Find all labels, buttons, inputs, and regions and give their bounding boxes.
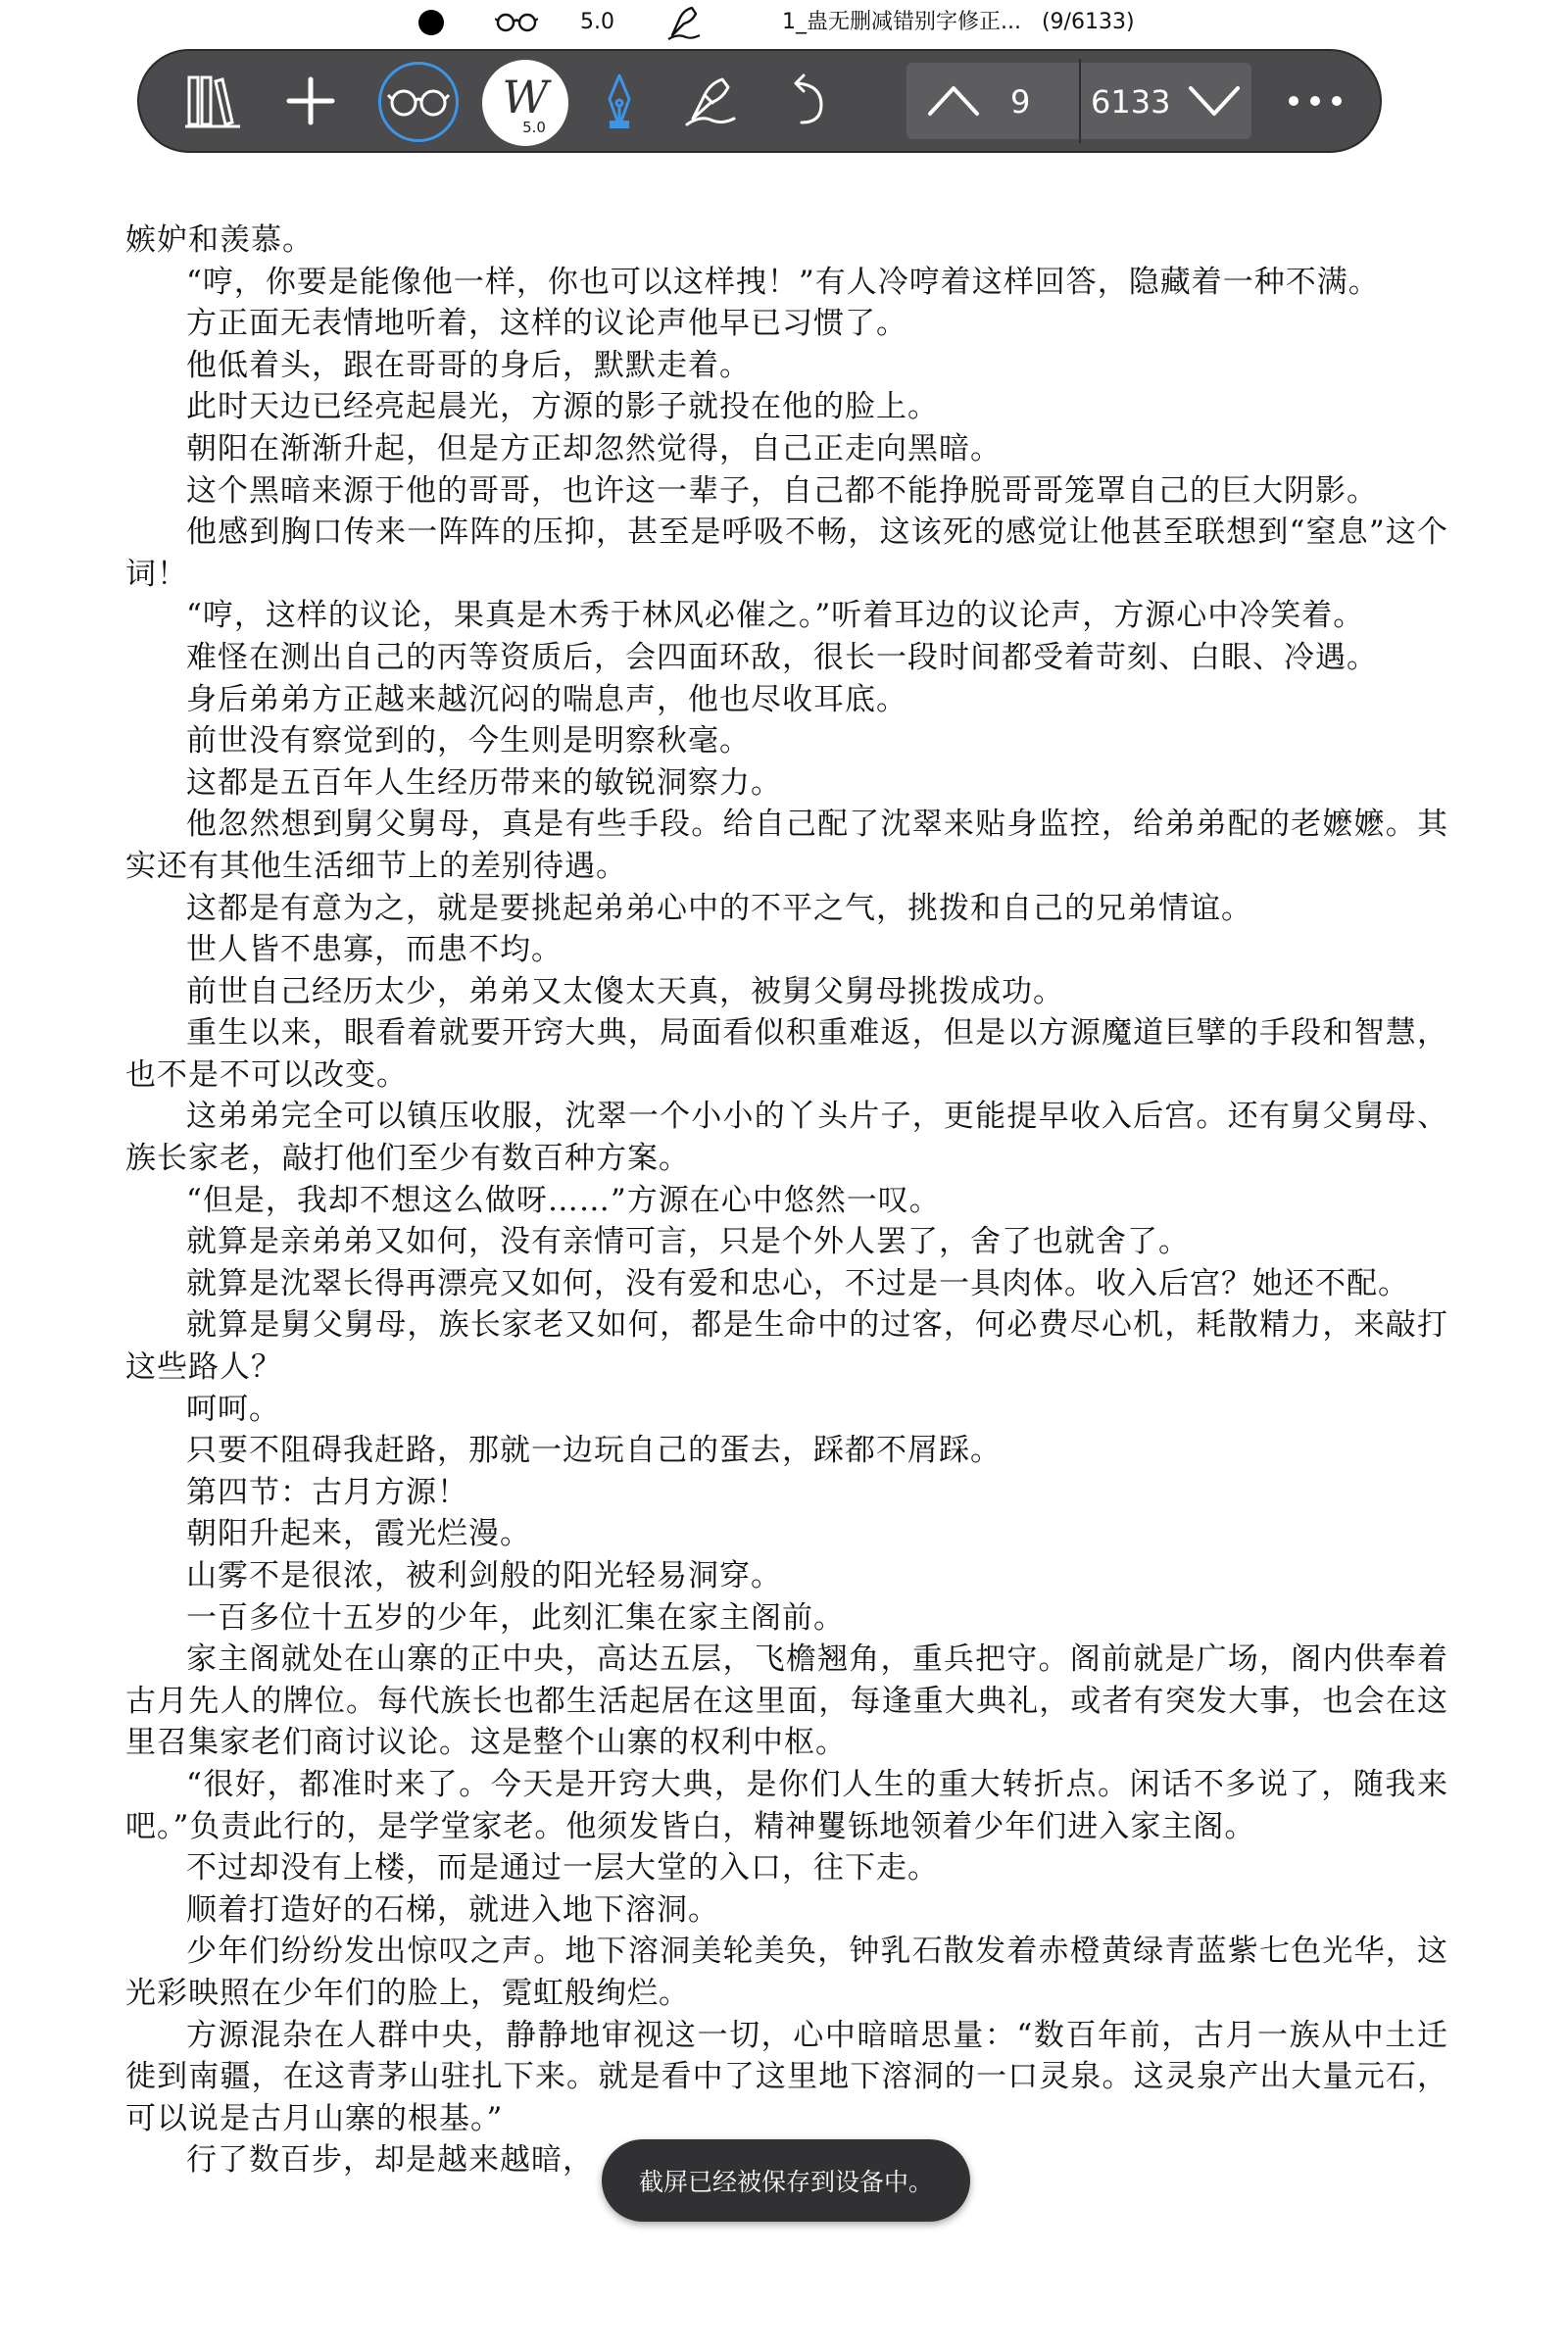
paragraph: “很好，都准时来了。今天是开窍大典，是你们人生的重大转折点。闲话不多说了，随我来吧。”负责此行的，是学堂家老。他须发皆白，精神矍铄地领着少年们进入家主阁。: [125, 1766, 1448, 1844]
fountain-pen-button[interactable]: [580, 51, 659, 151]
paragraph: 重生以来，眼看着就要开窍大典，局面看似积重难返，但是以方源魔道巨擘的手段和智慧，也不是不可以改变。: [125, 1015, 1448, 1093]
paragraph: 他感到胸口传来一阵阵的压抑，甚至是呼吸不畅，这该死的感觉让他甚至联想到“窒息”这个词！: [125, 514, 1448, 592]
library-button[interactable]: [169, 51, 257, 151]
writer-version-button[interactable]: [482, 60, 568, 146]
pager-divider: [1079, 59, 1081, 143]
paragraph: 世人皆不患寡，而患不均。: [186, 932, 563, 968]
paragraph: 就算是亲弟弟又如何，没有亲情可言，只是个外人罢了，舍了也就舍了。: [186, 1224, 1190, 1260]
screenshot-saved-toast: 截屏已经被保存到设备中。: [602, 2139, 970, 2222]
paragraph: 这弟弟完全可以镇压收服，沈翠一个小小的丫头片子，更能提早收入后宫。还有舅父舅母、族长家老，敲打他们至少有数百种方案。: [125, 1099, 1448, 1177]
document-title: 1_蛊无删减错别字修正... (9/6133): [782, 10, 1135, 34]
paragraph: 就算是沈翠长得再漂亮又如何，没有爱和忠心，不过是一具肉体。收入后宫？她还不配。: [186, 1265, 1409, 1301]
paragraph: 不过却没有上楼，而是通过一层大堂的入口，往下走。: [186, 1850, 939, 1886]
page-navigator: [906, 63, 1251, 139]
total-pages[interactable]: 6133: [1091, 83, 1171, 121]
chapter-heading: 第四节：古月方源！: [186, 1474, 468, 1510]
paragraph: 嫉妒和羡慕。: [125, 222, 314, 258]
writer-logo: W: [502, 71, 549, 123]
glasses-icon: [495, 8, 538, 46]
paragraph: 朝阳在渐渐升起，但是方正却忽然觉得，自己正走向黑暗。: [186, 430, 1002, 466]
glasses-icon: [387, 85, 450, 119]
page-up-button[interactable]: [926, 80, 981, 123]
paragraph: 他低着头，跟在哥哥的身后，默默走着。: [186, 347, 751, 383]
paragraph: 只要不阻碍我赶路，那就一边玩自己的蛋去，踩都不屑踩。: [186, 1433, 1002, 1469]
paragraph: 这都是有意为之，就是要挑起弟弟心中的不平之气，挑拨和自己的兄弟情谊。: [186, 890, 1252, 926]
paragraph: 山雾不是很浓，被利剑般的阳光轻易洞穿。: [186, 1558, 782, 1593]
library-icon: [185, 72, 240, 130]
reading-mode-button[interactable]: [378, 62, 459, 142]
paragraph: 朝阳升起来，霞光烂漫。: [186, 1516, 531, 1552]
paragraph: 前世没有察觉到的，今生则是明察秋毫。: [186, 723, 751, 760]
paragraph: 家主阁就处在山寨的正中央，高达五层，飞檐翘角，重兵把守。阁前就是广场，阁内供奉着古月先人的牌位。每代族长也都生活起居在这里面，每逢重大典礼，或者有突发大事，也会在这里召集家老们商讨议论。这是整个山寨的权利中枢。: [125, 1642, 1448, 1761]
paragraph: 这个黑暗来源于他的哥哥，也许这一辈子，自己都不能挣脱哥哥笼罩自己的巨大阴影。: [186, 472, 1378, 509]
status-bar: [0, 0, 1568, 45]
paragraph: 方正面无表情地听着，这样的议论声他早已习惯了。: [186, 306, 907, 342]
paragraph: 身后弟弟方正越来越沉闷的喘息声，他也尽收耳底。: [186, 681, 907, 717]
paragraph: 行了数百步，却是越来越暗，: [186, 2142, 594, 2179]
reading-pane[interactable]: [125, 220, 1448, 2181]
paragraph: 方源混杂在人群中央，静静地审视这一切，心中暗暗思量：“数百年前，古月一族从中土迁徙到南疆，在这青茅山驻扎下来。就是看中了这里地下溶洞的一口灵泉。这灵泉产出大量元石，可以说是古月山寨的根基。”: [125, 2017, 1448, 2136]
paragraph: 此时天边已经亮起晨光，方源的影子就投在他的脸上。: [186, 389, 939, 425]
signature-icon: [683, 74, 738, 128]
paragraph: 呵呵。: [186, 1391, 280, 1427]
zoom-value: 5.0: [580, 10, 614, 34]
paragraph: 少年们纷纷发出惊叹之声。地下溶洞美轮美奂，钟乳石散发着赤橙黄绿青蓝紫七色光华，这光彩映照在少年们的脸上，霓虹般绚烂。: [125, 1934, 1448, 2011]
fountain-pen-icon: [603, 72, 636, 130]
add-button[interactable]: [267, 51, 355, 151]
page-down-button[interactable]: [1187, 80, 1242, 123]
paragraph: “哼，你要是能像他一样，你也可以这样拽！”有人冷哼着这样回答，隐藏着一种不满。: [186, 264, 1380, 300]
paragraph: “哼，这样的议论，果真是木秀于林风必催之。”听着耳边的议论声，方源心中冷笑着。: [186, 598, 1365, 634]
undo-icon: [784, 74, 827, 128]
paragraph: 他忽然想到舅父舅母，真是有些手段。给自己配了沈翠来贴身监控，给弟弟配的老嬷嬷。其实还有其他生活细节上的差别待遇。: [125, 807, 1448, 884]
page-indicator: (9/6133): [1041, 10, 1135, 34]
paragraph: 顺着打造好的石梯，就进入地下溶洞。: [186, 1891, 719, 1928]
paragraph: 这都是五百年人生经历带来的敏锐洞察力。: [186, 764, 782, 801]
chevron-up-icon: [926, 80, 981, 120]
paragraph: “但是，我却不想这么做呀……”方源在心中悠然一叹。: [186, 1182, 941, 1218]
writer-version: 5.0: [522, 119, 546, 136]
current-page[interactable]: 9: [1010, 83, 1031, 121]
paragraph: 一百多位十五岁的少年，此刻汇集在家主阁前。: [186, 1599, 845, 1636]
paragraph: 难怪在测出自己的丙等资质后，会四面环敌，很长一段时间都受着苛刻、白眼、冷遇。: [186, 639, 1378, 675]
reader-toolbar: [137, 49, 1382, 153]
signature-button[interactable]: [666, 51, 755, 151]
more-button[interactable]: [1271, 51, 1359, 151]
paragraph: 前世自己经历太少，弟弟又太傻太天真，被舅父舅母挑拨成功。: [186, 973, 1064, 1009]
signature-pen-icon: [666, 4, 702, 50]
paragraph: 就算是舅父舅母，族长家老又如何，都是生命中的过客，何必费尽心机，耗散精力，来敲打这些路人？: [125, 1307, 1448, 1386]
plus-icon: [285, 75, 336, 126]
chevron-down-icon: [1187, 80, 1242, 120]
more-icon: [1286, 93, 1345, 109]
recording-dot-icon: [418, 10, 444, 35]
undo-button[interactable]: [766, 51, 845, 151]
